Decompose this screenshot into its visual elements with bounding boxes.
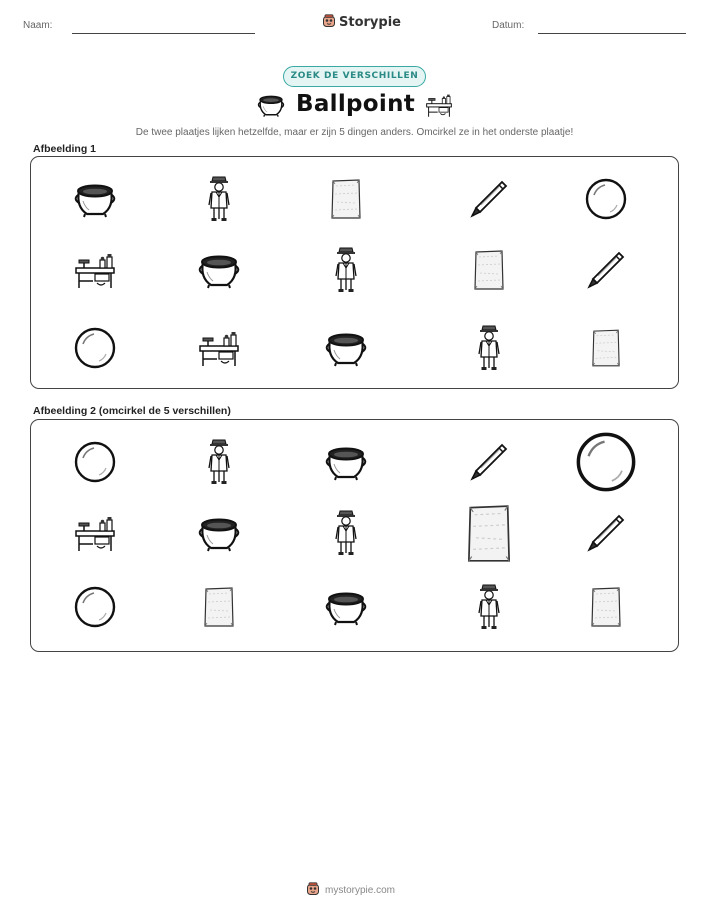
pen-icon[interactable]	[566, 240, 646, 300]
picture1-label: Afbeelding 1	[33, 143, 97, 155]
pen-icon[interactable]	[566, 503, 646, 563]
workbench-icon[interactable]	[55, 503, 135, 563]
worksheet-type-badge: ZOEK DE VERSCHILLEN	[283, 66, 426, 87]
date-label: Datum:	[492, 20, 525, 31]
workbench-icon[interactable]	[55, 240, 135, 300]
ball-icon[interactable]	[566, 432, 646, 492]
detective-icon[interactable]	[179, 169, 259, 229]
brand-name: Storypie	[339, 15, 401, 30]
workbench-icon[interactable]	[179, 318, 259, 378]
ball-icon[interactable]	[566, 169, 646, 229]
footer-site: mystorypie.com	[325, 885, 396, 896]
pot-icon[interactable]	[55, 169, 135, 229]
workbench-icon	[423, 92, 455, 122]
pen-icon[interactable]	[449, 432, 529, 492]
detective-icon[interactable]	[449, 318, 529, 378]
paper-icon[interactable]	[449, 503, 529, 563]
paper-icon[interactable]	[566, 577, 646, 637]
name-label: Naam:	[23, 20, 53, 31]
pot-icon[interactable]	[306, 577, 386, 637]
date-field[interactable]	[538, 33, 686, 34]
detective-icon[interactable]	[179, 432, 259, 492]
pen-icon[interactable]	[449, 169, 529, 229]
paper-icon[interactable]	[449, 240, 529, 300]
pot-icon[interactable]	[306, 432, 386, 492]
ball-icon[interactable]	[55, 432, 135, 492]
pot-icon	[256, 92, 286, 122]
name-field[interactable]	[72, 33, 255, 34]
pot-icon[interactable]	[179, 240, 259, 300]
pot-icon[interactable]	[306, 318, 386, 378]
ball-icon[interactable]	[55, 577, 135, 637]
footer	[306, 881, 395, 900]
instructions: De twee plaatjes lijken hetzelfde, maar er zijn 5 dingen anders. Omcirkel ze in het onderste plaatje!	[135, 127, 574, 138]
picture2-label: Afbeelding 2 (omcirkel de 5 verschillen)	[33, 405, 231, 417]
brand-logo	[322, 13, 401, 32]
detective-icon[interactable]	[306, 503, 386, 563]
pot-icon[interactable]	[179, 503, 259, 563]
ball-icon[interactable]	[55, 318, 135, 378]
paper-icon[interactable]	[306, 169, 386, 229]
paper-icon[interactable]	[179, 577, 259, 637]
page-title: Ballpoint	[296, 91, 416, 117]
detective-icon[interactable]	[449, 577, 529, 637]
detective-icon[interactable]	[306, 240, 386, 300]
storypie-mascot-icon	[306, 881, 320, 900]
storypie-mascot-icon	[322, 13, 336, 32]
paper-icon[interactable]	[566, 318, 646, 378]
